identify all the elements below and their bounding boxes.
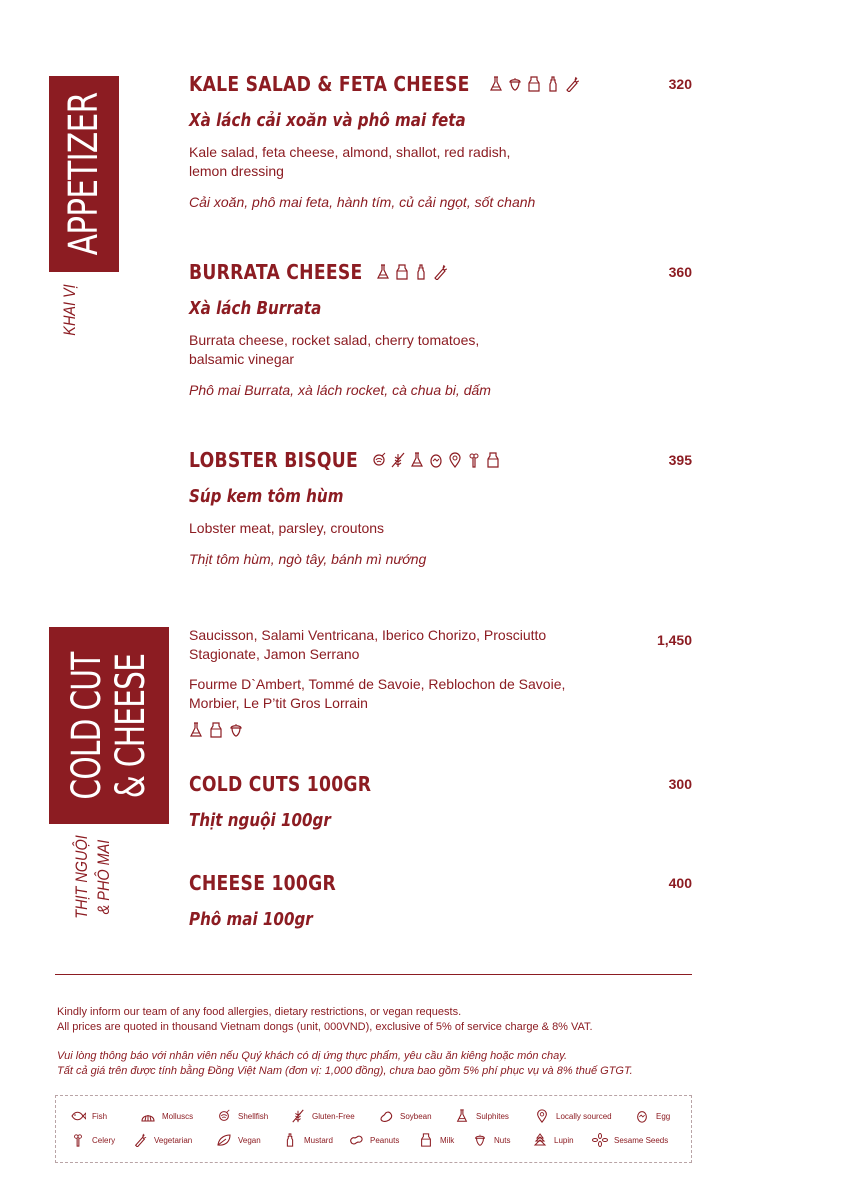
- item-description-vi: Phô mai Burrata, xà lách rocket, cà chua bi, dấm: [189, 382, 491, 398]
- coldcut-title-line1: COLD CUT: [64, 651, 110, 800]
- notes-english: Kindly inform our team of any food allergies, dietary restrictions, or vegan requests. All prices are quoted in thousand Vietnam dongs (unit, 000VND), exclusive of 5% of service charge & 8% VAT.: [57, 1006, 593, 1033]
- locally-sourced-icon: [448, 452, 462, 468]
- milk-icon: [418, 1133, 434, 1147]
- item-subtitle: Xà lách cải xoăn và phô mai feta: [189, 110, 466, 131]
- fish-icon: [70, 1109, 86, 1123]
- item-price: 320: [668, 76, 692, 92]
- sulphites-icon: [189, 722, 203, 738]
- egg-icon: [634, 1109, 650, 1123]
- shellfish-icon: [372, 452, 386, 468]
- milk-icon: [486, 452, 500, 468]
- coldcut-title-line2: & CHEESE: [108, 653, 154, 798]
- legend-peanuts: Peanuts: [348, 1133, 418, 1147]
- notes-vietnamese: Vui lòng thông báo với nhân viên nếu Quý khách có dị ứng thực phẩm, yêu cầu ăn kiêng hoặc món chay. Tất cả giá trên được tính bằng Đồng Việt Nam (đơn vị: 1,000 đồng), chưa bao gồm 5% phí phục vụ và 8% thuế GTGT.: [57, 1050, 633, 1077]
- appetizer-section-label: [49, 76, 119, 272]
- allergen-icons: [489, 76, 579, 92]
- egg-icon: [429, 452, 443, 468]
- menu-item-cheese: [189, 871, 694, 930]
- appetizer-subtitle: KHAI VỊ: [60, 284, 79, 336]
- appetizer-title: APPETIZER: [61, 92, 107, 256]
- coldcut-meats-description: Saucisson, Salami Ventricana, Iberico Chorizo, Prosciutto Stagionate, Jamon Serrano: [189, 627, 547, 662]
- legend-nuts: Nuts: [472, 1133, 532, 1147]
- soybean-icon: [378, 1109, 394, 1123]
- sulphites-icon: [489, 76, 503, 92]
- coldcut-cheeses-description: Fourme D`Ambert, Tommé de Savoie, Reblochon de Savoie, Morbier, Le P’tit Gros Lorrain: [189, 676, 566, 711]
- item-price: 300: [668, 776, 692, 792]
- lupin-icon: [532, 1133, 548, 1147]
- item-title: BURRATA CHEESE: [189, 260, 363, 284]
- legend-vegan: Vegan: [216, 1133, 282, 1147]
- legend-lupin: Lupin: [532, 1133, 592, 1147]
- legend-shellfish: Shellfish: [216, 1109, 290, 1123]
- legend-gluten-free: Gluten-Free: [290, 1109, 378, 1123]
- milk-icon: [395, 264, 409, 280]
- legend-molluscs: Molluscs: [140, 1109, 216, 1123]
- gluten-free-icon: [290, 1109, 306, 1123]
- shellfish-icon: [216, 1109, 232, 1123]
- sesame-seeds-icon: [592, 1133, 608, 1147]
- item-description: Lobster meat, parsley, croutons: [189, 520, 385, 536]
- item-title: COLD CUTS 100GR: [189, 772, 372, 796]
- legend-milk: Milk: [418, 1133, 472, 1147]
- locally-sourced-icon: [534, 1109, 550, 1123]
- divider: [55, 974, 692, 975]
- vegan-icon: [216, 1133, 232, 1147]
- allergen-legend: [55, 1095, 692, 1163]
- item-description: Kale salad, feta cheese, almond, shallot, red radish, lemon dressing: [189, 144, 511, 179]
- legend-row-1: [70, 1109, 685, 1123]
- nuts-icon: [229, 722, 243, 738]
- item-subtitle: Súp kem tôm hùm: [189, 486, 344, 507]
- legend-sulphites: Sulphites: [454, 1109, 534, 1123]
- menu-item-kale-salad: [189, 72, 694, 212]
- item-subtitle: Phô mai 100gr: [189, 909, 313, 930]
- legend-row-2: [70, 1133, 685, 1147]
- legend-sesame-seeds: Sesame Seeds: [592, 1133, 682, 1147]
- legend-vegetarian: Vegetarian: [132, 1133, 216, 1147]
- item-price: 395: [668, 452, 692, 468]
- celery-icon: [70, 1133, 86, 1147]
- celery-icon: [467, 452, 481, 468]
- coldcut-section-label: [49, 627, 169, 824]
- mustard-icon: [282, 1133, 298, 1147]
- legend-fish: Fish: [70, 1109, 140, 1123]
- vegetarian-icon: [565, 76, 579, 92]
- molluscs-icon: [140, 1109, 156, 1123]
- mustard-icon: [546, 76, 560, 92]
- item-description-vi: Thịt tôm hùm, ngò tây, bánh mì nướng: [189, 551, 427, 567]
- mustard-icon: [414, 264, 428, 280]
- nuts-icon: [508, 76, 522, 92]
- legend-egg: Egg: [634, 1109, 684, 1123]
- allergen-icons: [376, 264, 447, 280]
- allergen-icons: [372, 452, 500, 468]
- sulphites-icon: [376, 264, 390, 280]
- item-price: 400: [668, 875, 692, 891]
- legend-soybean: Soybean: [378, 1109, 454, 1123]
- sulphites-icon: [454, 1109, 470, 1123]
- item-subtitle: Thịt nguội 100gr: [189, 810, 331, 831]
- nuts-icon: [472, 1133, 488, 1147]
- legend-celery: Celery: [70, 1133, 132, 1147]
- item-subtitle: Xà lách Burrata: [189, 298, 322, 319]
- allergen-icons: [189, 722, 243, 738]
- menu-item-lobster-bisque: [189, 448, 694, 569]
- menu-item-cold-cuts: [189, 772, 694, 831]
- vegetarian-icon: [433, 264, 447, 280]
- legend-locally-sourced: Locally sourced: [534, 1109, 634, 1123]
- item-price: 360: [668, 264, 692, 280]
- sulphites-icon: [410, 452, 424, 468]
- item-description: Burrata cheese, rocket salad, cherry tomatoes, balsamic vinegar: [189, 332, 480, 367]
- item-title: KALE SALAD & FETA CHEESE: [189, 72, 470, 96]
- item-title: LOBSTER BISQUE: [189, 448, 359, 472]
- gluten-free-icon: [391, 452, 405, 468]
- item-title: CHEESE 100GR: [189, 871, 337, 895]
- legend-mustard: Mustard: [282, 1133, 348, 1147]
- item-description-vi: Cải xoăn, phô mai feta, hành tím, củ cải ngọt, sốt chanh: [189, 194, 536, 210]
- vegetarian-icon: [132, 1133, 148, 1147]
- milk-icon: [209, 722, 223, 738]
- coldcut-platter-price: 1,450: [656, 632, 692, 648]
- coldcut-subtitle: THỊT NGUỘI & PHÔ MAI: [72, 835, 113, 919]
- menu-item-burrata: [189, 260, 694, 400]
- milk-icon: [527, 76, 541, 92]
- peanuts-icon: [348, 1133, 364, 1147]
